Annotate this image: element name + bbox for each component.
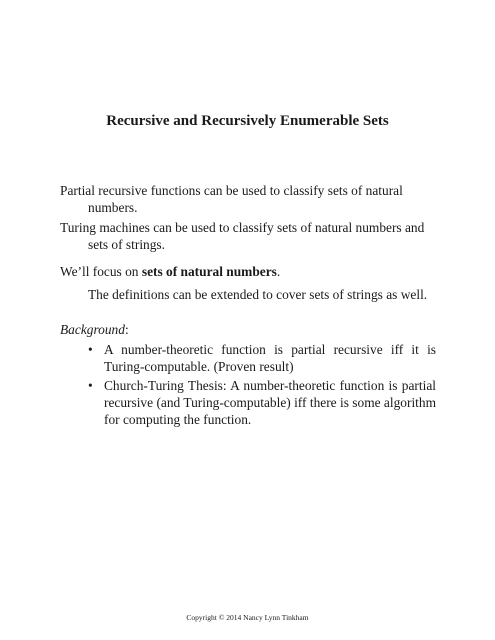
bullet-text: A number-theoretic function is partial recursive iff it is Turing-computable. (Proven result) xyxy=(104,342,436,374)
bullet-item xyxy=(88,377,436,428)
background-label: Background xyxy=(60,322,125,337)
focus-suffix: . xyxy=(276,264,281,279)
background-heading xyxy=(60,321,129,338)
background-colon: : xyxy=(124,322,129,337)
paragraph-definitions: The definitions can be extended to cover sets of strings as well. xyxy=(88,287,428,302)
paragraph-turing-machines: Turing machines can be used to classify sets of natural numbers and sets of strings. xyxy=(60,220,425,252)
bullet-text: Church-Turing Thesis: A number-theoretic function is partial recursive (and Turing-computable) iff there is some algorithm for computing the function. xyxy=(104,378,436,427)
bullet-item xyxy=(88,341,436,375)
paragraph-partial-recursive: Partial recursive functions can be used to classify sets of natural numbers. xyxy=(60,183,403,215)
bullet-icon: • xyxy=(88,342,93,357)
page-title: Recursive and Recursively Enumerable Sets xyxy=(106,113,389,129)
bullet-icon: • xyxy=(88,378,93,393)
focus-prefix: We’ll focus on xyxy=(60,264,142,279)
paragraph-focus xyxy=(60,263,438,280)
copyright-footer: Copyright © 2014 Nancy Lynn Tinkham xyxy=(186,613,309,622)
focus-emphasis: sets of natural numbers xyxy=(141,264,277,279)
